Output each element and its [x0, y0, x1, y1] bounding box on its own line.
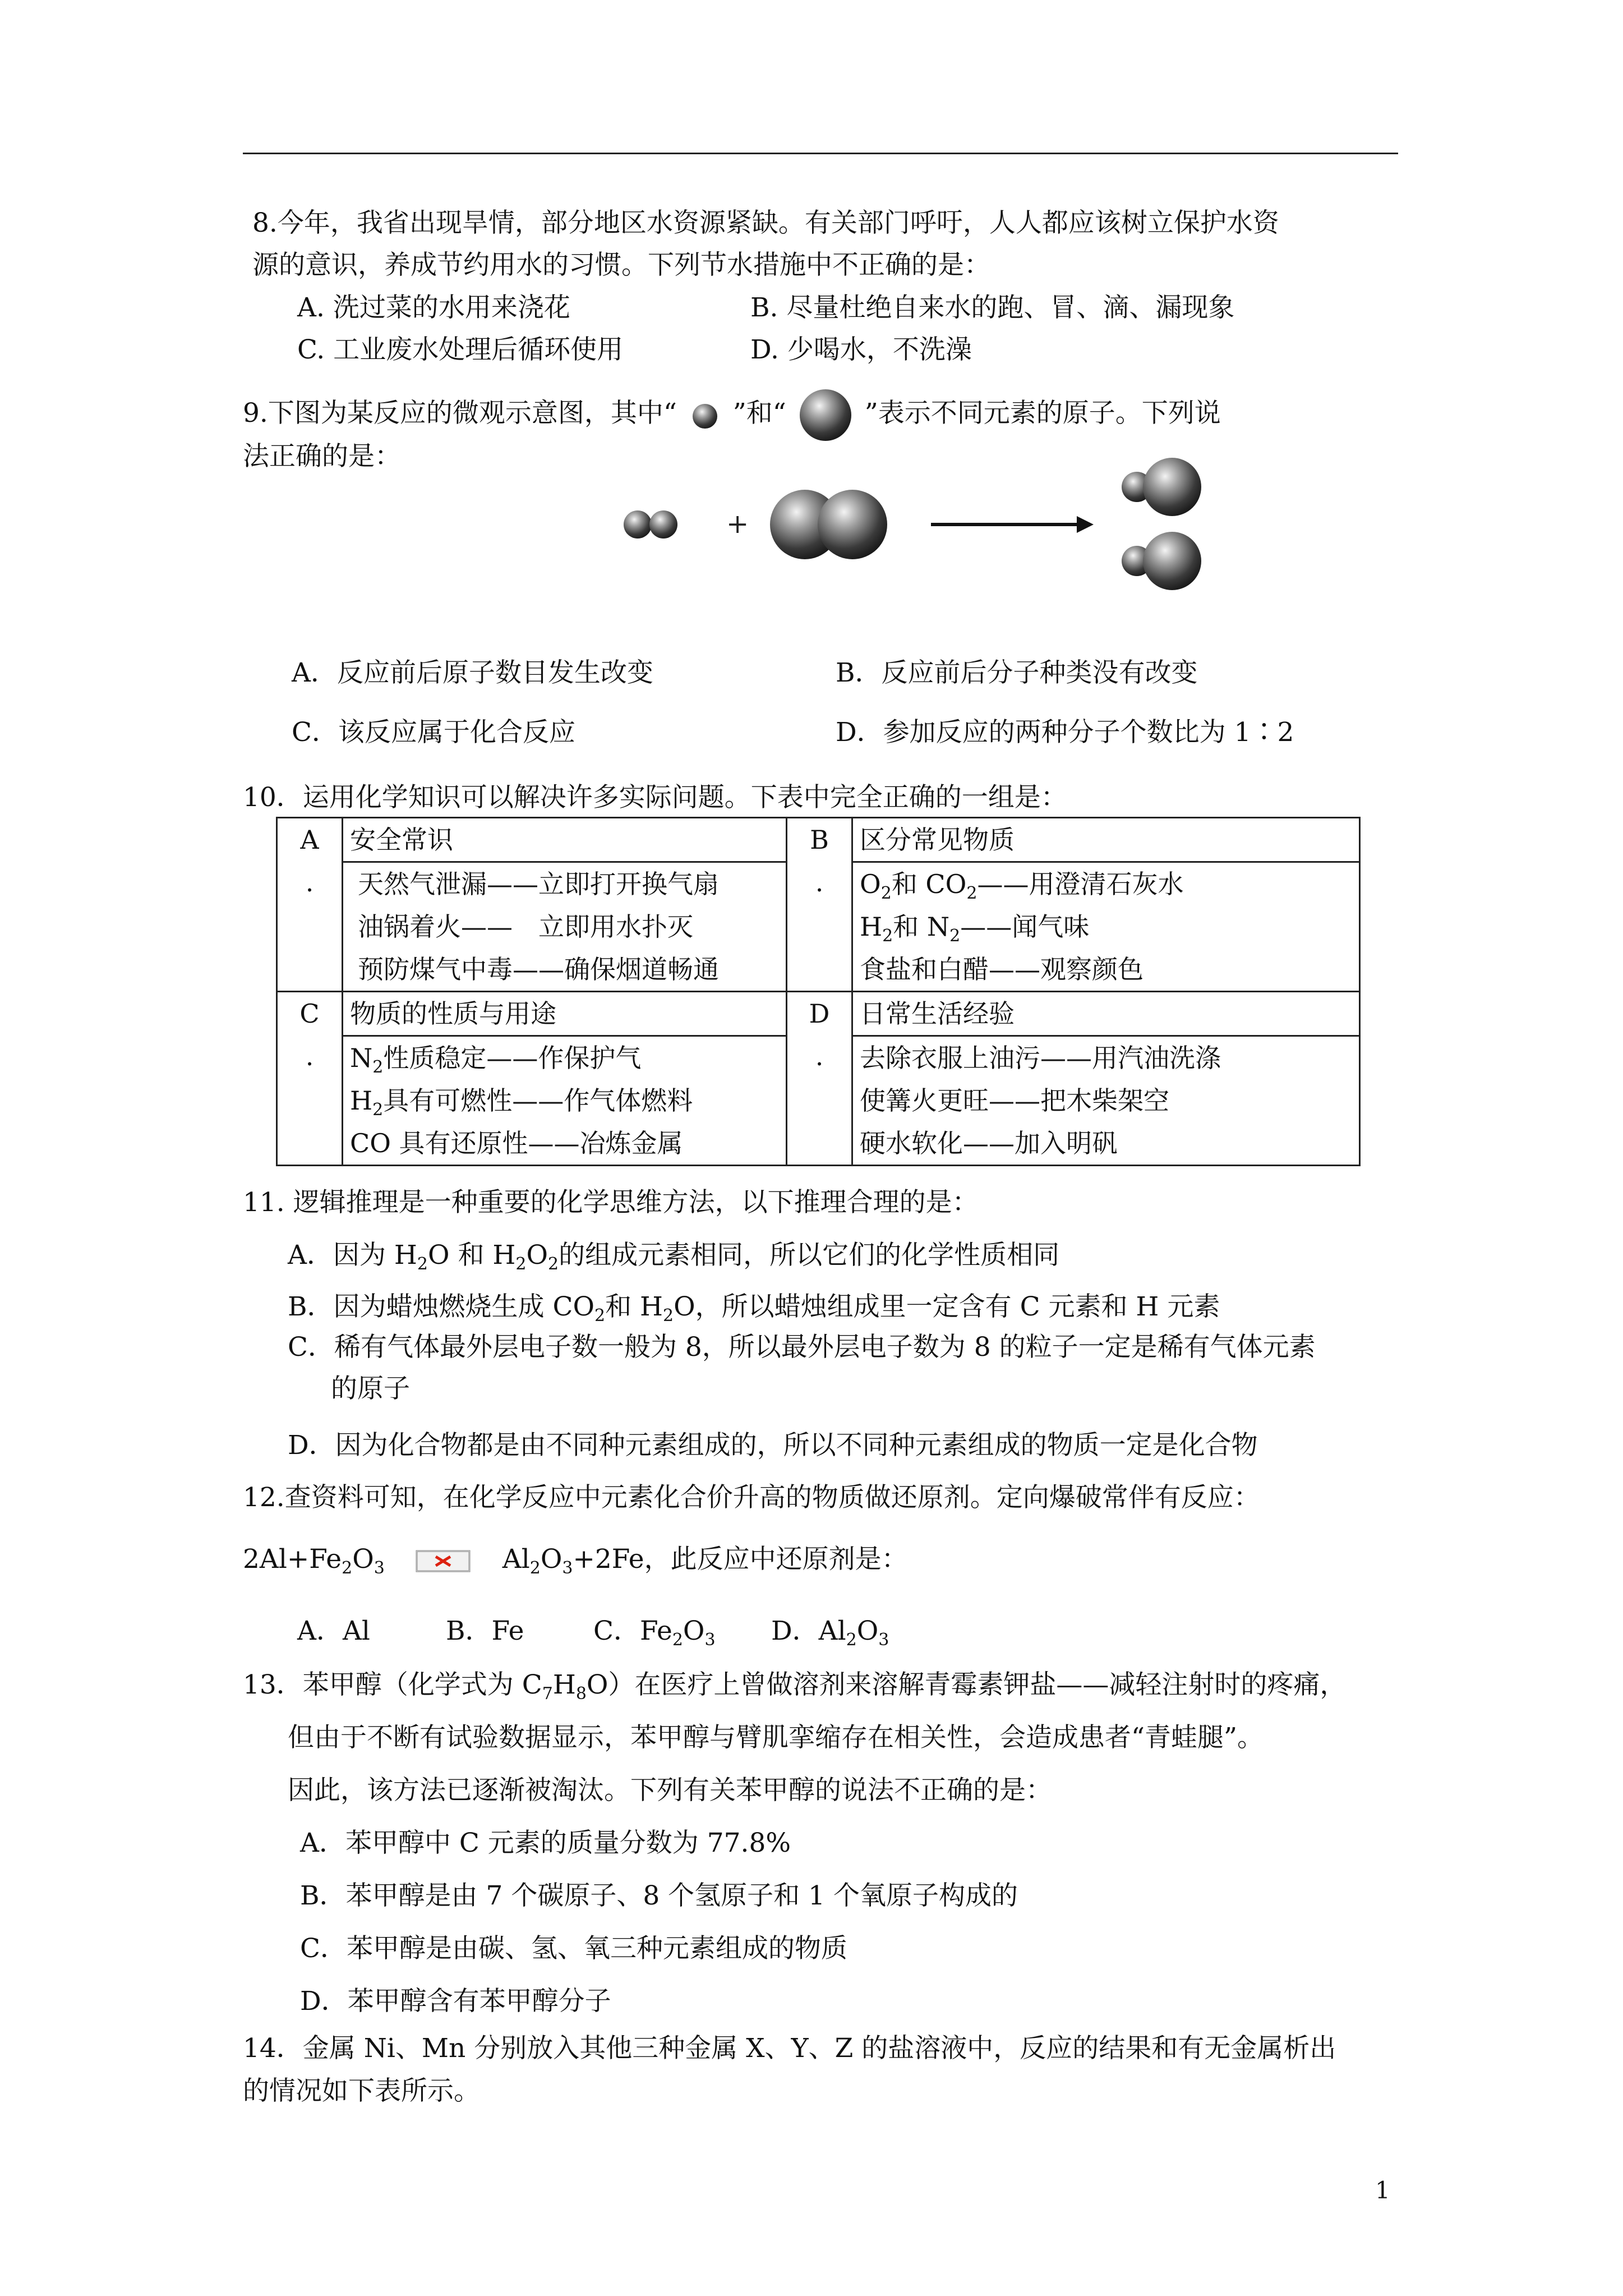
q8-stem-line1: 8.今年，我省出现旱情，部分地区水资源紧缺。有关部门呼吁，人人都应该树立保护水资: [252, 208, 1279, 238]
q12-option-a: A．Al: [297, 1616, 370, 1646]
reactant-large-molecule: [770, 490, 887, 559]
q10-a-title: 安全常识: [343, 818, 787, 862]
q11-option-c-line2: 的原子: [331, 1373, 410, 1404]
q10-letter-a-dot: .: [305, 867, 314, 898]
reactant-small-molecule: [624, 510, 677, 539]
q10-d-title: 日常生活经验: [852, 992, 1360, 1036]
q12-stem: 12.查资料可知，在化学反应中元素化合价升高的物质做还原剂。定向爆破常伴有反应：: [243, 1482, 1260, 1513]
q10-a-item-1: 天然气泄漏——立即打开换气扇: [358, 869, 719, 899]
q11-option-a: A．因为 $H_2O$ 和 $H_2O_2$的组成元素相同，所以它们的化学性质相同: [288, 1240, 1060, 1274]
plus-sign: +: [726, 508, 749, 540]
q11-stem: 11. 逻辑推理是一种重要的化学思维方法，以下推理合理的是：: [243, 1187, 979, 1218]
q10-letter-d-dot: .: [815, 1041, 824, 1071]
q9-stem-part-b: ”和“: [732, 398, 786, 429]
q9-option-c: C．该反应属于化合反应: [292, 717, 575, 748]
broken-image-icon: [416, 1548, 472, 1575]
q9-stem-line2: 法正确的是：: [243, 441, 401, 472]
q10-b-title: 区分常见物质: [852, 818, 1360, 862]
large-atom-icon: [795, 387, 856, 443]
q13-stem-line1: 13．苯甲醇（化学式为 $C_7H_8O$）在医疗上曾做溶剂来溶解青霉素钾盐——减轻注射时的疼痛，: [243, 1669, 1347, 1704]
q10-c-items: [343, 1036, 787, 1166]
q10-a-item-2: 油锅着火—— 立即用水扑灭: [358, 912, 693, 942]
q10-c-item-2: $H_2$具有可燃性——作气体燃料: [350, 1085, 693, 1120]
q12-option-d: D．$Al_2O_3$: [771, 1616, 889, 1650]
q11-option-c-line1: C．稀有气体最外层电子数一般为 8，所以最外层电子数为 8 的粒子一定是稀有气体元素: [288, 1332, 1316, 1363]
q10-d-item-1: 去除衣服上油污——用汽油洗涤: [860, 1043, 1221, 1073]
q10-d-item-3: 硬水软化——加入明矾: [860, 1128, 1118, 1158]
header-rule: [243, 153, 1398, 154]
q10-stem: 10．运用化学知识可以解决许多实际问题。下表中完全正确的一组是：: [243, 782, 1067, 813]
q10-letter-c-text: C: [299, 999, 320, 1029]
q10-letter-d-text: D: [809, 999, 830, 1029]
q9-stem-part-a: 9.下图为某反应的微观示意图，其中“: [243, 398, 677, 429]
q9-option-d: D．参加反应的两种分子个数比为 1∶2: [836, 717, 1294, 748]
q13-stem-line2: 但由于不断有试验数据显示，苯甲醇与臂肌挛缩存在相关性，会造成患者“青蛙腿”。: [288, 1722, 1264, 1753]
q14-line1: 14．金属 Ni、Mn 分别放入其他三种金属 X、Y、Z 的盐溶液中，反应的结果和有无金属析出: [243, 2033, 1336, 2064]
q11-option-b: B．因为蜡烛燃烧生成 $CO_2$和 $H_2O$，所以蜡烛组成里一定含有 C 元素和 H 元素: [288, 1291, 1220, 1326]
q10-b-item-3: 食盐和白醋——观察颜色: [860, 954, 1144, 984]
q12-option-b: B．Fe: [446, 1616, 524, 1646]
q10-a-item-3: 预防煤气中毒——确保烟道畅通: [358, 954, 719, 984]
q8-option-d: D. 少喝水，不洗澡: [750, 334, 972, 365]
q10-b-item-1: $O_2$和 $CO_2——$用澄清石灰水: [860, 869, 1184, 903]
q10-letter-c: [277, 992, 343, 1166]
q9-stem-line1: [243, 387, 1221, 443]
q13-option-a: A．苯甲醇中 C 元素的质量分数为 77.8%: [300, 1828, 791, 1858]
q10-table: [276, 817, 1361, 1166]
q10-letter-d: [787, 992, 852, 1166]
q8-option-c: C. 工业废水处理后循环使用: [297, 334, 624, 365]
q9-option-b: B．反应前后分子种类没有改变: [836, 657, 1198, 688]
q10-letter-a-text: A: [300, 825, 319, 855]
q10-letter-b: [787, 818, 852, 992]
q10-c-item-3: CO 具有还原性——冶炼金属: [350, 1128, 683, 1158]
q10-a-items: [343, 862, 787, 992]
q12-option-c: C．$Fe_2O_3$: [593, 1616, 716, 1650]
q14-line2: 的情况如下表所示。: [243, 2076, 480, 2106]
q13-option-c: C．苯甲醇是由碳、氢、氧三种元素组成的物质: [300, 1933, 847, 1964]
page-number: 1: [1375, 2177, 1390, 2204]
small-atom-icon: [685, 398, 725, 432]
q8-stem-line2: 源的意识，养成节约用水的习惯。下列节水措施中不正确的是：: [252, 250, 990, 280]
q10-c-item-1: $N_2$性质稳定——作保护气: [350, 1043, 642, 1077]
q10-letter-b-text: B: [810, 825, 829, 855]
q10-letter-c-dot: .: [305, 1041, 314, 1071]
product-molecule-1: [1122, 458, 1201, 516]
q10-d-item-2: 使篝火更旺——把木柴架空: [860, 1085, 1169, 1116]
reaction-diagram: [611, 449, 1228, 600]
q10-b-item-2: $H_2$和 $N_2——$闻气味: [860, 912, 1090, 946]
q10-d-items: [852, 1036, 1360, 1166]
q9-option-a: A．反应前后原子数目发生改变: [292, 657, 653, 688]
q10-letter-a: [277, 818, 343, 992]
q10-c-title: 物质的性质与用途: [343, 992, 787, 1036]
reaction-arrow: [931, 516, 1094, 533]
product-molecule-2: [1122, 532, 1201, 590]
q10-b-items: [852, 862, 1360, 992]
q8-option-a: A. 洗过菜的水用来浇花: [297, 292, 570, 323]
q12-equation: $2Al+Fe_2O_3$ $Al_2O_3+2Fe$，此反应中还原剂是：: [243, 1544, 908, 1578]
q8-option-b: B. 尽量杜绝自来水的跑、冒、滴、漏现象: [750, 292, 1235, 323]
q13-option-b: B．苯甲醇是由 7 个碳原子、8 个氢原子和 1 个氧原子构成的: [300, 1880, 1018, 1911]
q11-option-d: D．因为化合物都是由不同种元素组成的，所以不同种元素组成的物质一定是化合物: [288, 1430, 1258, 1461]
q13-stem-line3: 因此，该方法已逐渐被淘汰。下列有关苯甲醇的说法不正确的是：: [288, 1775, 1052, 1806]
q13-option-d: D．苯甲醇含有苯甲醇分子: [300, 1986, 611, 2017]
q9-stem-part-c: ”表示不同元素的原子。下列说: [864, 398, 1221, 429]
q10-letter-b-dot: .: [815, 867, 824, 898]
